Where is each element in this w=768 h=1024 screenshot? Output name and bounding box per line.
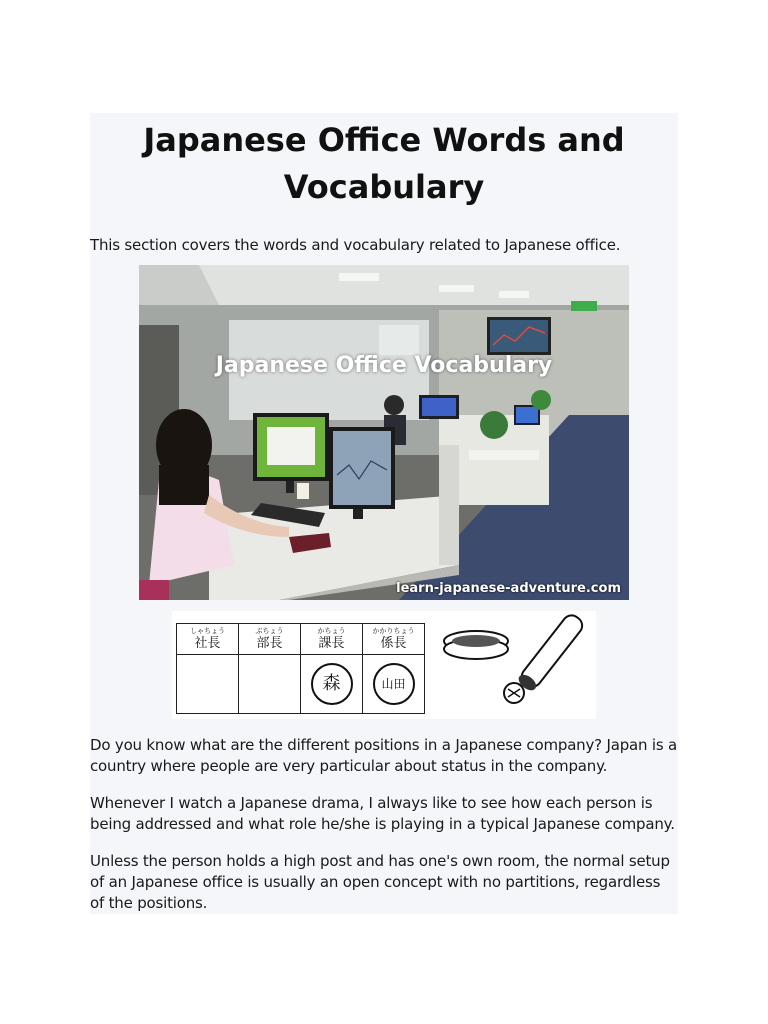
position-cell xyxy=(301,624,363,655)
seal-cell xyxy=(177,655,239,714)
office-scene-illustration xyxy=(139,265,629,600)
position-cell xyxy=(363,624,425,655)
furigana: ぶちょう xyxy=(255,626,284,635)
position-kanji: 係長 xyxy=(380,635,407,651)
intro-paragraph: This section covers the words and vocabulary related to Japanese office. xyxy=(90,236,621,254)
photo-credit: learn-japanese-adventure.com xyxy=(396,581,621,596)
position-cell xyxy=(177,624,239,655)
page-title: Japanese Office Words and Vocabulary xyxy=(143,121,625,206)
hanko-seal: 森 xyxy=(311,663,353,705)
body-paragraph: Do you know what are the different positions in a Japanese company? Japan is a country where people are very particular about status in the company. xyxy=(90,736,678,775)
office-photo xyxy=(139,265,629,600)
photo-overlay-title: Japanese Office Vocabulary xyxy=(215,353,553,378)
article-card xyxy=(90,113,678,914)
furigana: しゃちょう xyxy=(190,626,225,635)
position-cell xyxy=(239,624,301,655)
seal-cell xyxy=(363,655,425,714)
seal-cell xyxy=(301,655,363,714)
furigana: かちょう xyxy=(317,626,346,635)
body-paragraph: Unless the person holds a high post and has one's own room, the normal setup of an Japanese office is usually an open concept with no partitions, regardless of the positions. xyxy=(90,852,670,912)
position-kanji: 社長 xyxy=(194,635,221,651)
position-kanji: 部長 xyxy=(256,635,283,651)
furigana: かかりちょう xyxy=(372,626,415,635)
hanko-stamp-icon xyxy=(442,611,596,719)
hanko-seal: 山田 xyxy=(373,663,415,705)
positions-diagram xyxy=(172,611,596,719)
body-paragraph: Whenever I watch a Japanese drama, I always like to see how each person is being addressed and what role he/she is playing in a typical Japanese company. xyxy=(90,794,675,833)
positions-table xyxy=(176,623,425,714)
position-kanji: 課長 xyxy=(318,635,345,651)
seal-cell xyxy=(239,655,301,714)
